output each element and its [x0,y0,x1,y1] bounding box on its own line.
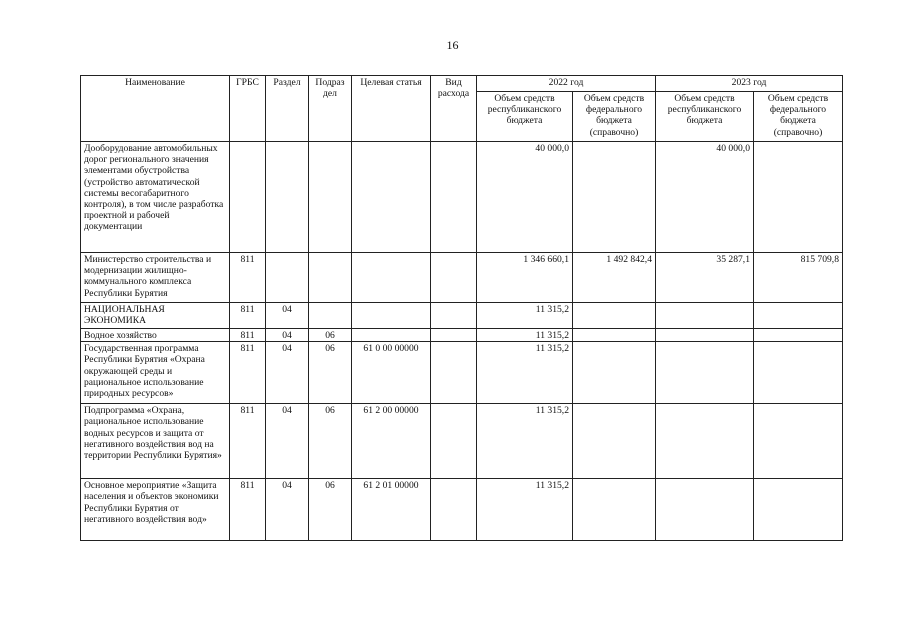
row-razdel: 04 [266,303,309,329]
header-year-2022: 2022 год [477,76,656,92]
row-podrazdel [309,142,352,253]
row-podrazdel [309,303,352,329]
row-vid [431,329,477,342]
row-podrazdel: 06 [309,342,352,404]
row-2023-rep [656,404,754,479]
row-name: Дооборудование автомобильных дорог регионального значения элементами обустройства (устройство автоматической системы весогабаритного контроля), в том числе разработка проектной и рабочей документации [81,142,230,253]
row-name: Основное мероприятие «Защита населения и объектов экономики Республики Бурятия от негативного воздействия вод» [81,479,230,541]
row-target [352,329,431,342]
row-2023-rep [656,303,754,329]
row-razdel [266,142,309,253]
row-2023-rep: 40 000,0 [656,142,754,253]
row-razdel: 04 [266,329,309,342]
header-name: Наименование [81,76,230,142]
row-2022-rep: 11 315,2 [477,404,573,479]
row-2022-fed [573,404,656,479]
row-razdel: 04 [266,404,309,479]
row-2022-fed [573,342,656,404]
page-number: 16 [446,38,459,52]
table-row [81,404,843,479]
header-2022-fed: Объем средств федерального бюджета (справочно) [573,92,656,142]
header-podrazdel: Подраз дел [309,76,352,142]
row-2022-rep: 11 315,2 [477,479,573,541]
row-2022-fed: 1 492 842,4 [573,253,656,303]
row-target: 61 0 00 00000 [352,342,431,404]
header-grbs: ГРБС [230,76,266,142]
budget-table [80,75,843,541]
row-grbs: 811 [230,253,266,303]
row-grbs: 811 [230,303,266,329]
row-grbs: 811 [230,404,266,479]
header-2022-rep: Объем средств республиканского бюджета [477,92,573,142]
row-vid [431,404,477,479]
table-row [81,479,843,541]
row-name: Министерство строительства и модернизации жилищно-коммунального комплекса Республики Бурятия [81,253,230,303]
row-razdel: 04 [266,479,309,541]
row-2022-rep: 11 315,2 [477,303,573,329]
row-target [352,142,431,253]
row-target [352,303,431,329]
row-target [352,253,431,303]
table-row [81,253,843,303]
row-2022-rep: 11 315,2 [477,342,573,404]
row-razdel [266,253,309,303]
row-vid [431,253,477,303]
row-2023-rep [656,329,754,342]
table-row [81,142,843,253]
row-name: Подпрограмма «Охрана, рациональное использование водных ресурсов и защита от негативного воздействия вод на территории Республики Бурятия» [81,404,230,479]
table-row [81,303,843,329]
row-grbs: 811 [230,479,266,541]
row-grbs: 811 [230,342,266,404]
row-vid [431,303,477,329]
row-name: Государственная программа Республики Бурятия «Охрана окружающей среды и рациональное использование природных ресурсов» [81,342,230,404]
row-podrazdel: 06 [309,329,352,342]
row-2023-fed [754,329,843,342]
row-2022-rep: 1 346 660,1 [477,253,573,303]
row-2022-fed [573,479,656,541]
row-2023-rep [656,479,754,541]
row-2022-rep: 11 315,2 [477,329,573,342]
row-target: 61 2 01 00000 [352,479,431,541]
row-grbs [230,142,266,253]
row-2023-fed [754,303,843,329]
header-row-top [81,76,843,92]
row-target: 61 2 00 00000 [352,404,431,479]
row-2023-fed [754,342,843,404]
header-2023-rep: Объем средств республиканского бюджета [656,92,754,142]
row-2023-fed [754,479,843,541]
row-2023-rep: 35 287,1 [656,253,754,303]
row-2023-fed [754,142,843,253]
row-razdel: 04 [266,342,309,404]
row-2022-fed [573,303,656,329]
row-2022-fed [573,329,656,342]
row-2023-fed [754,404,843,479]
row-podrazdel [309,253,352,303]
row-vid [431,479,477,541]
row-vid [431,142,477,253]
header-year-2023: 2023 год [656,76,843,92]
row-2022-rep: 40 000,0 [477,142,573,253]
row-grbs: 811 [230,329,266,342]
header-2023-fed: Объем средств федерального бюджета (справочно) [754,92,843,142]
row-2023-rep [656,342,754,404]
header-target: Целевая статья [352,76,431,142]
row-name: НАЦИОНАЛЬНАЯ ЭКОНОМИКА [81,303,230,329]
row-podrazdel: 06 [309,479,352,541]
row-2023-fed: 815 709,8 [754,253,843,303]
row-name: Водное хозяйство [81,329,230,342]
header-razdel: Раздел [266,76,309,142]
row-2022-fed [573,142,656,253]
table-row [81,342,843,404]
header-vid: Вид расхода [431,76,477,142]
table-row [81,329,843,342]
row-vid [431,342,477,404]
row-podrazdel: 06 [309,404,352,479]
